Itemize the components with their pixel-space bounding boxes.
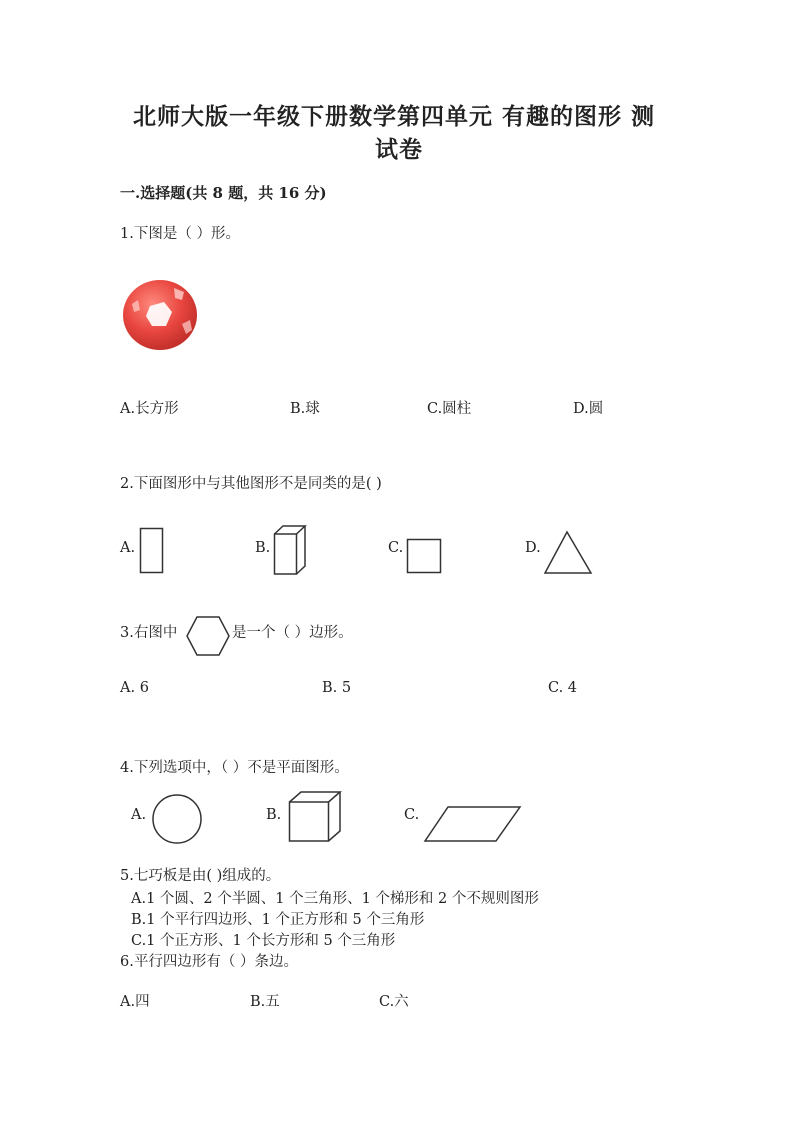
question-6-option-c[interactable]: C.六 bbox=[379, 994, 409, 1010]
cube-icon bbox=[288, 790, 342, 844]
question-2-option-b-label[interactable]: B. bbox=[255, 540, 271, 556]
parallelogram-icon bbox=[424, 805, 522, 843]
question-5-option-b[interactable]: B.1 个平行四边形、1 个正方形和 5 个三角形 bbox=[131, 912, 425, 928]
question-1-stem: 1.下图是（ ）形。 bbox=[120, 226, 240, 242]
question-5-stem: 5.七巧板是由( )组成的。 bbox=[120, 868, 281, 884]
question-2-option-a-label[interactable]: A. bbox=[120, 540, 136, 556]
question-6-option-b[interactable]: B.五 bbox=[250, 994, 280, 1010]
circle-icon bbox=[151, 793, 203, 845]
square-icon bbox=[406, 538, 442, 575]
cuboid-icon bbox=[273, 524, 307, 576]
question-4-stem: 4.下列选项中，（ ）不是平面图形。 bbox=[120, 760, 349, 776]
question-1-option-d[interactable]: D.圆 bbox=[573, 401, 604, 417]
question-5-option-c[interactable]: C.1 个正方形、1 个长方形和 5 个三角形 bbox=[131, 933, 396, 949]
question-4-option-a-label[interactable]: A. bbox=[131, 807, 147, 823]
question-3-stem-before: 3.右图中 bbox=[120, 625, 178, 641]
question-2-option-c-label[interactable]: C. bbox=[388, 540, 404, 556]
section-heading: 一.选择题(共 8 题，共 16 分) bbox=[120, 184, 327, 202]
question-3-stem-after: 是一个（ ）边形。 bbox=[232, 625, 353, 641]
ball-icon bbox=[120, 278, 204, 354]
question-1-option-c[interactable]: C.圆柱 bbox=[427, 401, 472, 417]
question-6-stem: 6.平行四边形有（ ）条边。 bbox=[120, 954, 298, 970]
question-4-option-b-label[interactable]: B. bbox=[266, 807, 282, 823]
page-title-line2: 试卷 bbox=[375, 136, 423, 163]
page-title-line1: 北师大版一年级下册数学第四单元 有趣的图形 测 bbox=[133, 103, 656, 130]
question-2-stem: 2.下面图形中与其他图形不是同类的是( ) bbox=[120, 476, 382, 492]
triangle-icon bbox=[543, 530, 593, 576]
question-3-option-a[interactable]: A. 6 bbox=[120, 680, 149, 696]
rectangle-icon bbox=[139, 527, 165, 575]
question-4-option-c-label[interactable]: C. bbox=[404, 807, 420, 823]
question-2-option-d-label[interactable]: D. bbox=[525, 540, 541, 556]
question-5-option-a[interactable]: A.1 个圆、2 个半圆、1 个三角形、1 个梯形和 2 个不规则图形 bbox=[131, 891, 539, 907]
question-1-option-a[interactable]: A.长方形 bbox=[120, 401, 179, 417]
question-3-option-c[interactable]: C. 4 bbox=[548, 680, 578, 696]
question-3-option-b[interactable]: B. 5 bbox=[322, 680, 352, 696]
question-6-option-a[interactable]: A.四 bbox=[120, 994, 150, 1010]
question-1-option-b[interactable]: B.球 bbox=[290, 401, 320, 417]
hexagon-icon bbox=[186, 615, 230, 657]
